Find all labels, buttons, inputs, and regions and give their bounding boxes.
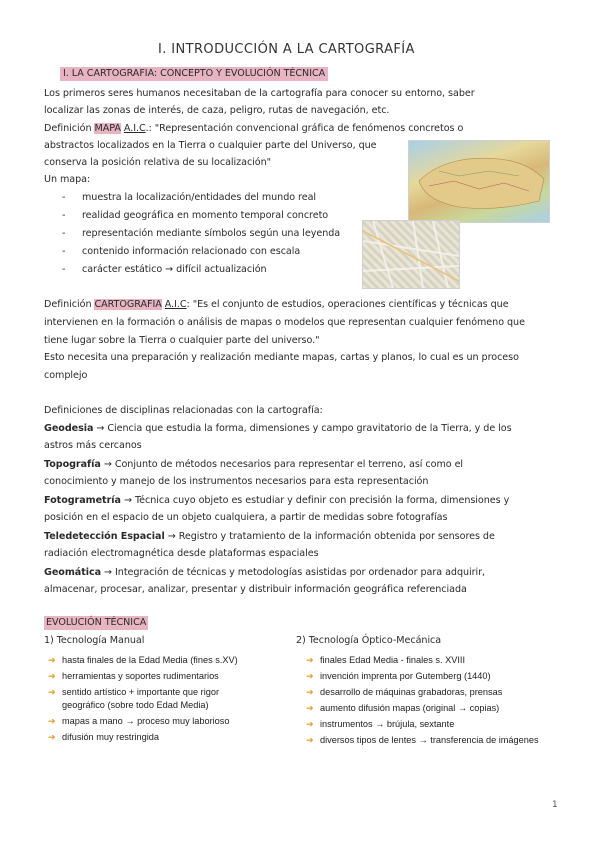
- discipline-teledeteccion-line-2: radiación electromagnética desde plataformas espaciales: [44, 548, 319, 559]
- list-item: ➔ herramientas y soportes rudimentarios: [48, 671, 219, 681]
- discipline-geomatica: Geomática → Integración de técnicas y metodologías asistidas por ordenador para adquirir,: [44, 567, 486, 578]
- discipline-fotogrametria-line-2: posición en el espacio de un objeto cualquiera, a partir de medidas sobre fotografías: [44, 512, 448, 523]
- arrow-right-icon: ➔: [48, 732, 56, 742]
- arrow-right-icon: ➔: [306, 703, 314, 713]
- arrow-right-icon: ➔: [306, 687, 314, 697]
- list-item: ➔ mapas a mano → proceso muy laborioso: [48, 716, 230, 726]
- bullet-item: - muestra la localización/entidades del mundo real: [62, 192, 317, 203]
- definition-cartografia: Definición CARTOGRAFIA A.I.C: "Es el conjunto de estudios, operaciones científicas y técnicas que: [44, 299, 509, 310]
- intro-line-2: localizar las zonas de interés, de caza, peligro, rutas de navegación, etc.: [44, 105, 390, 116]
- discipline-fotogrametria: Fotogrametría → Técnica cuyo objeto es estudiar y definir con precisión la forma, dimensiones y: [44, 495, 510, 506]
- discipline-geodesia: Geodesia → Ciencia que estudia la forma, dimensiones y campo gravitatorio de la Tierra, y de los: [44, 423, 512, 434]
- discipline-topografia-line-2: conocimiento y manejo de los instrumentos necesarios para esta representación: [44, 476, 429, 487]
- bullet-item: - contenido información relacionado con escala: [62, 246, 301, 257]
- definition-mapa-line-2: abstractos localizados en la Tierra o cualquier parte del Universo, que: [44, 140, 377, 151]
- discipline-topografia: Topografía → Conjunto de métodos necesarios para representar el terreno, así como el: [44, 459, 464, 470]
- discipline-geodesia-line-2: astros más cercanos: [44, 440, 142, 451]
- arrow-right-icon: ➔: [306, 671, 314, 681]
- disciplines-intro: Definiciones de disciplinas relacionadas con la cartografía:: [44, 405, 323, 416]
- discipline-geomatica-line-2: almacenar, procesar, analizar, presentar y distribuir información geográfica referenciada: [44, 584, 467, 595]
- evolucion-heading: EVOLUCIÓN TÉCNICA: [46, 617, 147, 628]
- page-title: I. INTRODUCCIÓN A LA CARTOGRAFÍA: [158, 42, 415, 57]
- term-mapa: MAPA: [94, 123, 121, 134]
- arrow-right-icon: ➔: [306, 719, 314, 729]
- list-item: ➔ hasta finales de la Edad Media (fines s.XV): [48, 655, 238, 665]
- arrow-right-icon: ➔: [306, 735, 314, 745]
- arrow-right-icon: ➔: [48, 671, 56, 681]
- definition-cartografia-line-3: tiene lugar sobre la Tierra o cualquier parte del universo.": [44, 335, 320, 346]
- arrow-right-icon: ➔: [306, 655, 314, 665]
- definition-mapa: [44, 122, 463, 136]
- arrow-right-icon: ➔: [48, 687, 56, 697]
- definition-text: .: "Representación convencional gráfica de fenómenos concretos o: [145, 123, 464, 134]
- list-item: ➔ aumento difusión mapas (original → copias): [306, 703, 500, 713]
- aic-abbrev: A.I.C: [164, 299, 187, 310]
- un-mapa-label: Un mapa:: [44, 174, 91, 185]
- list-item: ➔ diversos tipos de lentes → transferencia de imágenes: [306, 735, 539, 745]
- map-image-russia: [408, 140, 550, 223]
- city-map-illustration: [363, 221, 459, 288]
- list-item: ➔ finales Edad Media - finales s. XVIII: [306, 655, 466, 665]
- map-image-city: [362, 220, 460, 289]
- bullet-item: - realidad geográfica en momento temporal concreto: [62, 210, 329, 221]
- discipline-teledeteccion: Teledetección Espacial → Registro y tratamiento de la información obtenida por sensores de: [44, 531, 495, 542]
- arrow-right-icon: ➔: [48, 655, 56, 665]
- col1-title: 1) Tecnología Manual: [44, 635, 145, 646]
- list-item: ➔ desarrollo de máquinas grabadoras, prensas: [306, 687, 503, 697]
- definition-prefix: Definición: [44, 123, 95, 134]
- list-item: ➔ difusión muy restringida: [48, 732, 160, 742]
- list-item-continuation: geográfico (sobre todo Edad Media): [62, 700, 209, 710]
- aic-abbrev: A.I.C: [123, 123, 146, 134]
- arrow-right-icon: ➔: [48, 716, 56, 726]
- map-illustration: [409, 141, 549, 222]
- list-item: ➔ instrumentos → brújula, sextante: [306, 719, 455, 729]
- list-item: ➔ sentido artístico + importante que rigor: [48, 687, 220, 697]
- proceso-line-2: complejo: [44, 370, 88, 381]
- term-cartografia: CARTOGRAFIA: [94, 299, 162, 310]
- list-item: ➔ invención imprenta por Gutemberg (1440): [306, 671, 491, 681]
- definition-cartografia-line-2: intervienen en la formación o análisis de mapas o modelos que representan cualquier fenómeno que: [44, 317, 525, 328]
- page-number: 1: [552, 800, 558, 810]
- proceso-line-1: Esto necesita una preparación y realización mediante mapas, cartas y planos, lo cual es un proceso: [44, 352, 519, 363]
- definition-mapa-line-3: conserva la posición relativa de su localización": [44, 157, 272, 168]
- intro-line-1: Los primeros seres humanos necesitaban de la cartografía para conocer su entorno, saber: [44, 88, 475, 99]
- bullet-item: - carácter estático → difícil actualización: [62, 264, 267, 275]
- col2-title: 2) Tecnología Óptico-Mecánica: [296, 635, 442, 646]
- bullet-item: - representación mediante símbolos según una leyenda: [62, 228, 341, 239]
- section-heading: I. LA CARTOGRAFIA: CONCEPTO Y EVOLUCIÓN TÉCNICA: [60, 67, 328, 81]
